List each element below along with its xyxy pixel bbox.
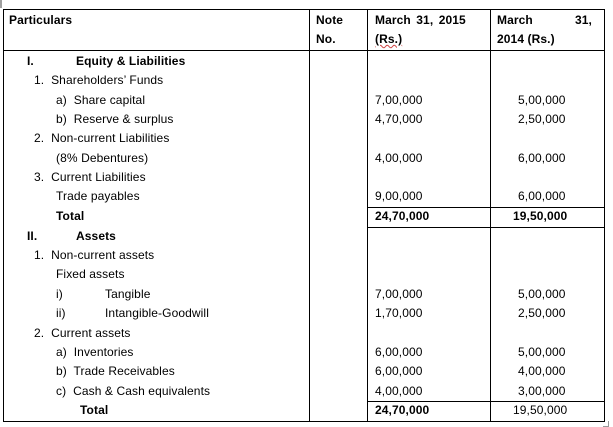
row-value-2014: 5,00,000 bbox=[518, 93, 566, 107]
table-resize-handle[interactable] bbox=[603, 421, 609, 427]
header-note-line1: Note bbox=[316, 13, 344, 27]
header-2014-line2: 2014 (Rs.) bbox=[497, 32, 555, 46]
row-label: b) Trade Receivables bbox=[56, 364, 175, 378]
row-label: a) Inventories bbox=[56, 345, 134, 359]
row-value-2014: 6,00,000 bbox=[518, 151, 566, 165]
row-value-2015: 7,00,000 bbox=[375, 287, 423, 301]
row-value-2015: 1,70,000 bbox=[375, 306, 423, 320]
section-assets-number: II. bbox=[27, 229, 38, 243]
row-label: 3. Current Liabilities bbox=[34, 170, 146, 184]
row-label-number: ii) bbox=[56, 306, 66, 320]
row-label: a) Share capital bbox=[56, 93, 146, 107]
row-value-2014: 2,50,000 bbox=[518, 112, 566, 126]
total-liabilities-2015: 24,70,000 bbox=[375, 209, 430, 223]
column-divider-2015 bbox=[367, 9, 368, 422]
total-assets-2014: 19,50,000 bbox=[513, 403, 568, 417]
total-assets-top-rule bbox=[367, 401, 605, 402]
header-2015-line2: (Rs.) bbox=[375, 32, 403, 46]
row-label: Fixed assets bbox=[56, 267, 125, 281]
row-label: Tangible bbox=[105, 287, 151, 301]
section-equity-number: I. bbox=[27, 54, 34, 68]
row-label: Trade payables bbox=[56, 189, 140, 203]
total-liabilities-bottom-rule bbox=[367, 227, 605, 228]
row-value-2014: 5,00,000 bbox=[518, 287, 566, 301]
header-note-line2: No. bbox=[316, 32, 336, 46]
table-left-border bbox=[3, 9, 4, 422]
header-2014-line1-b: 31, bbox=[575, 13, 592, 27]
row-value-2015: 6,00,000 bbox=[375, 364, 423, 378]
row-value-2014: 3,00,000 bbox=[518, 384, 566, 398]
row-value-2014: 2,50,000 bbox=[518, 306, 566, 320]
header-bottom-border bbox=[3, 50, 605, 51]
total-liabilities-top-rule bbox=[367, 207, 605, 208]
total-liabilities-label: Total bbox=[56, 209, 85, 223]
row-label: 1. Shareholders’ Funds bbox=[34, 73, 164, 87]
row-value-2015: 6,00,000 bbox=[375, 345, 423, 359]
row-label: 2. Non-current Liabilities bbox=[34, 131, 170, 145]
column-divider-2014 bbox=[490, 9, 491, 422]
row-label: b) Reserve & surplus bbox=[56, 112, 174, 126]
row-label: (8% Debentures) bbox=[56, 151, 149, 165]
column-divider-note bbox=[309, 9, 310, 422]
section-assets-title: Assets bbox=[76, 229, 116, 243]
row-value-2015: 4,00,000 bbox=[375, 384, 423, 398]
row-value-2014: 6,00,000 bbox=[518, 189, 566, 203]
table-bottom-border bbox=[3, 421, 605, 422]
header-2014-line1-a: March bbox=[497, 13, 533, 27]
header-2015-line1: March 31, 2015 bbox=[375, 13, 466, 27]
row-label-number: i) bbox=[56, 287, 63, 301]
row-value-2014: 4,00,000 bbox=[518, 364, 566, 378]
row-value-2015: 9,00,000 bbox=[375, 189, 423, 203]
row-label: c) Cash & Cash equivalents bbox=[56, 384, 211, 398]
total-assets-label: Total bbox=[80, 403, 109, 417]
total-liabilities-2014: 19,50,000 bbox=[513, 209, 568, 223]
row-label: 1. Non-current assets bbox=[34, 248, 155, 262]
table-right-border bbox=[604, 9, 605, 422]
row-value-2015: 4,00,000 bbox=[375, 151, 423, 165]
row-label: Intangible-Goodwill bbox=[105, 306, 209, 320]
section-equity-title: Equity & Liabilities bbox=[76, 54, 186, 68]
page-edge bbox=[0, 0, 2, 8]
total-assets-2015: 24,70,000 bbox=[375, 403, 430, 417]
row-value-2014: 5,00,000 bbox=[518, 345, 566, 359]
row-label: 2. Current assets bbox=[34, 326, 131, 340]
row-value-2015: 7,00,000 bbox=[375, 93, 423, 107]
header-particulars: Particulars bbox=[9, 13, 73, 27]
row-value-2015: 4,70,000 bbox=[375, 112, 423, 126]
table-top-border bbox=[3, 9, 605, 10]
